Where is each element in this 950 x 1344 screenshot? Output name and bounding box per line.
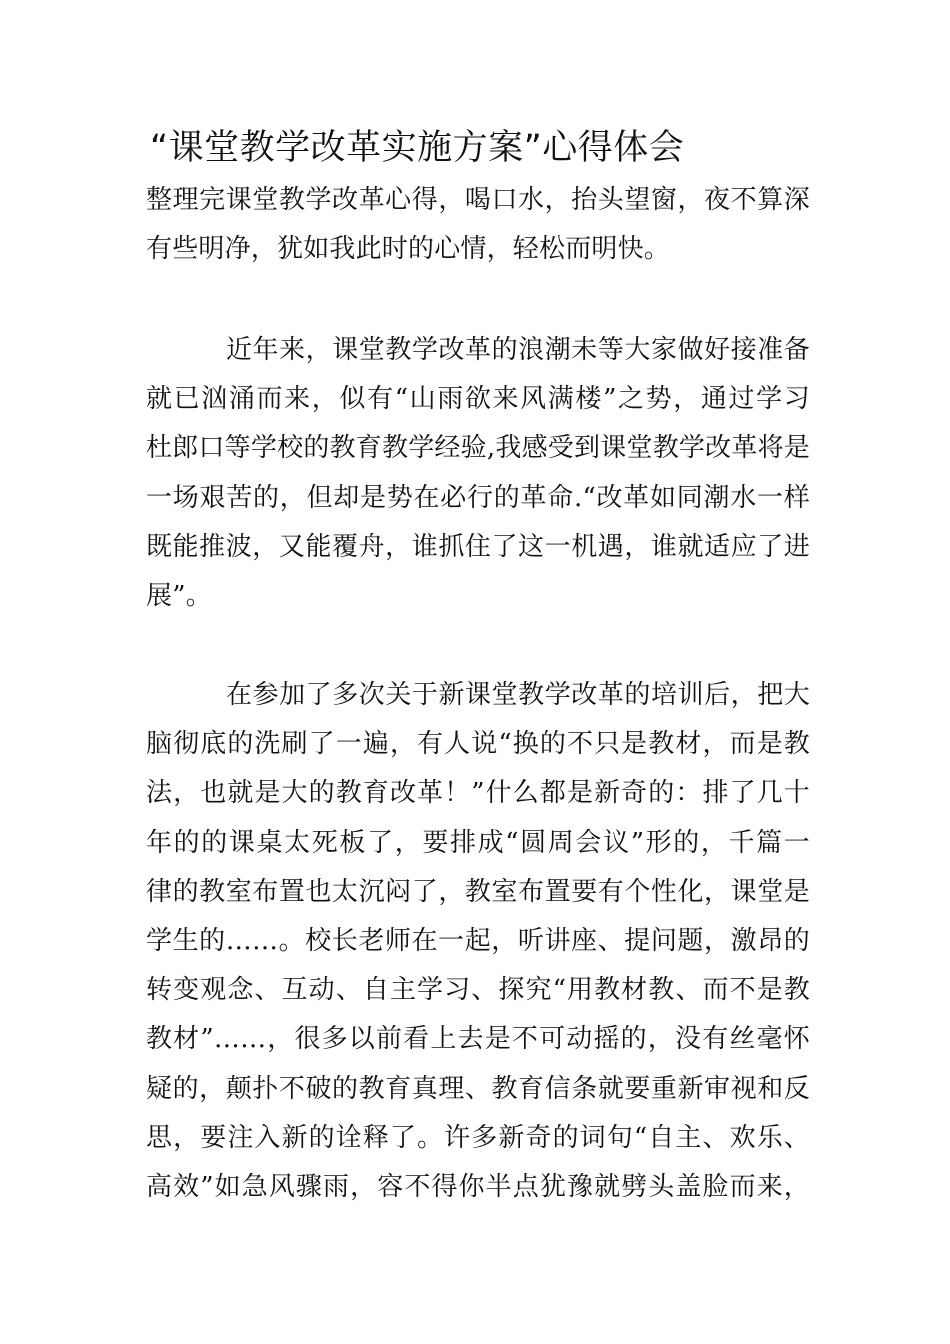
paragraph-3 bbox=[146, 671, 810, 1212]
text-line: 近年来，课堂教学改革的浪潮未等大家做好接准备 bbox=[226, 335, 810, 365]
text-line: 脑彻底的洗刷了一遍，有人说“换的不只是教材，而是教 bbox=[146, 729, 810, 760]
text-line: 整理完课堂教学改革心得，喝口水，抬头望窗，夜不算深 bbox=[146, 185, 810, 215]
text-line: 展”。 bbox=[146, 580, 212, 611]
text-line: 就已汹涌而来，似有“山雨欲来风满楼”之势，通过学习 bbox=[146, 384, 810, 415]
text-line: 高效”如急风骤雨，容不得你半点犹豫就劈头盖脸而来， bbox=[146, 1171, 810, 1202]
text-line: 一场艰苦的，但却是势在必行的革命.“改革如同潮水一样 bbox=[146, 482, 810, 513]
text-line: 杜郎口等学校的教育教学经验,我感受到课堂教学改革将是 bbox=[146, 433, 810, 464]
text-line: 在参加了多次关于新课堂教学改革的培训后，把大 bbox=[226, 680, 810, 710]
text-line: 年的的课桌太死板了，要排成“圆周会议”形的，千篇一 bbox=[146, 827, 810, 858]
text-line: 既能推波，又能覆舟，谁抓住了这一机遇，谁就适应了进 bbox=[146, 531, 810, 562]
text-line: 律的教室布置也太沉闷了，教室布置要有个性化，课堂是 bbox=[146, 876, 810, 907]
text-line: 学生的……。校长老师在一起，听讲座、提问题，激昂的 bbox=[146, 925, 810, 956]
paragraph-1 bbox=[146, 176, 810, 274]
text-line: 思，要注入新的诠释了。许多新奇的词句“自主、欢乐、 bbox=[146, 1122, 810, 1153]
paragraph-2 bbox=[146, 326, 810, 621]
text-line: 有些明净，犹如我此时的心情，轻松而明快。 bbox=[146, 234, 671, 265]
document-title: “课堂教学改革实施方案”心得体会 bbox=[150, 128, 685, 168]
text-line: 教材”……，很多以前看上去是不可动摇的，没有丝毫怀 bbox=[146, 1024, 810, 1055]
text-line: 疑的，颠扑不破的教育真理、教育信条就要重新审视和反 bbox=[146, 1073, 810, 1104]
text-line: 转变观念、互动、自主学习、探究“用教材教、而不是教 bbox=[146, 975, 810, 1006]
text-line: 法，也就是大的教育改革！”什么都是新奇的：排了几十 bbox=[146, 778, 810, 809]
